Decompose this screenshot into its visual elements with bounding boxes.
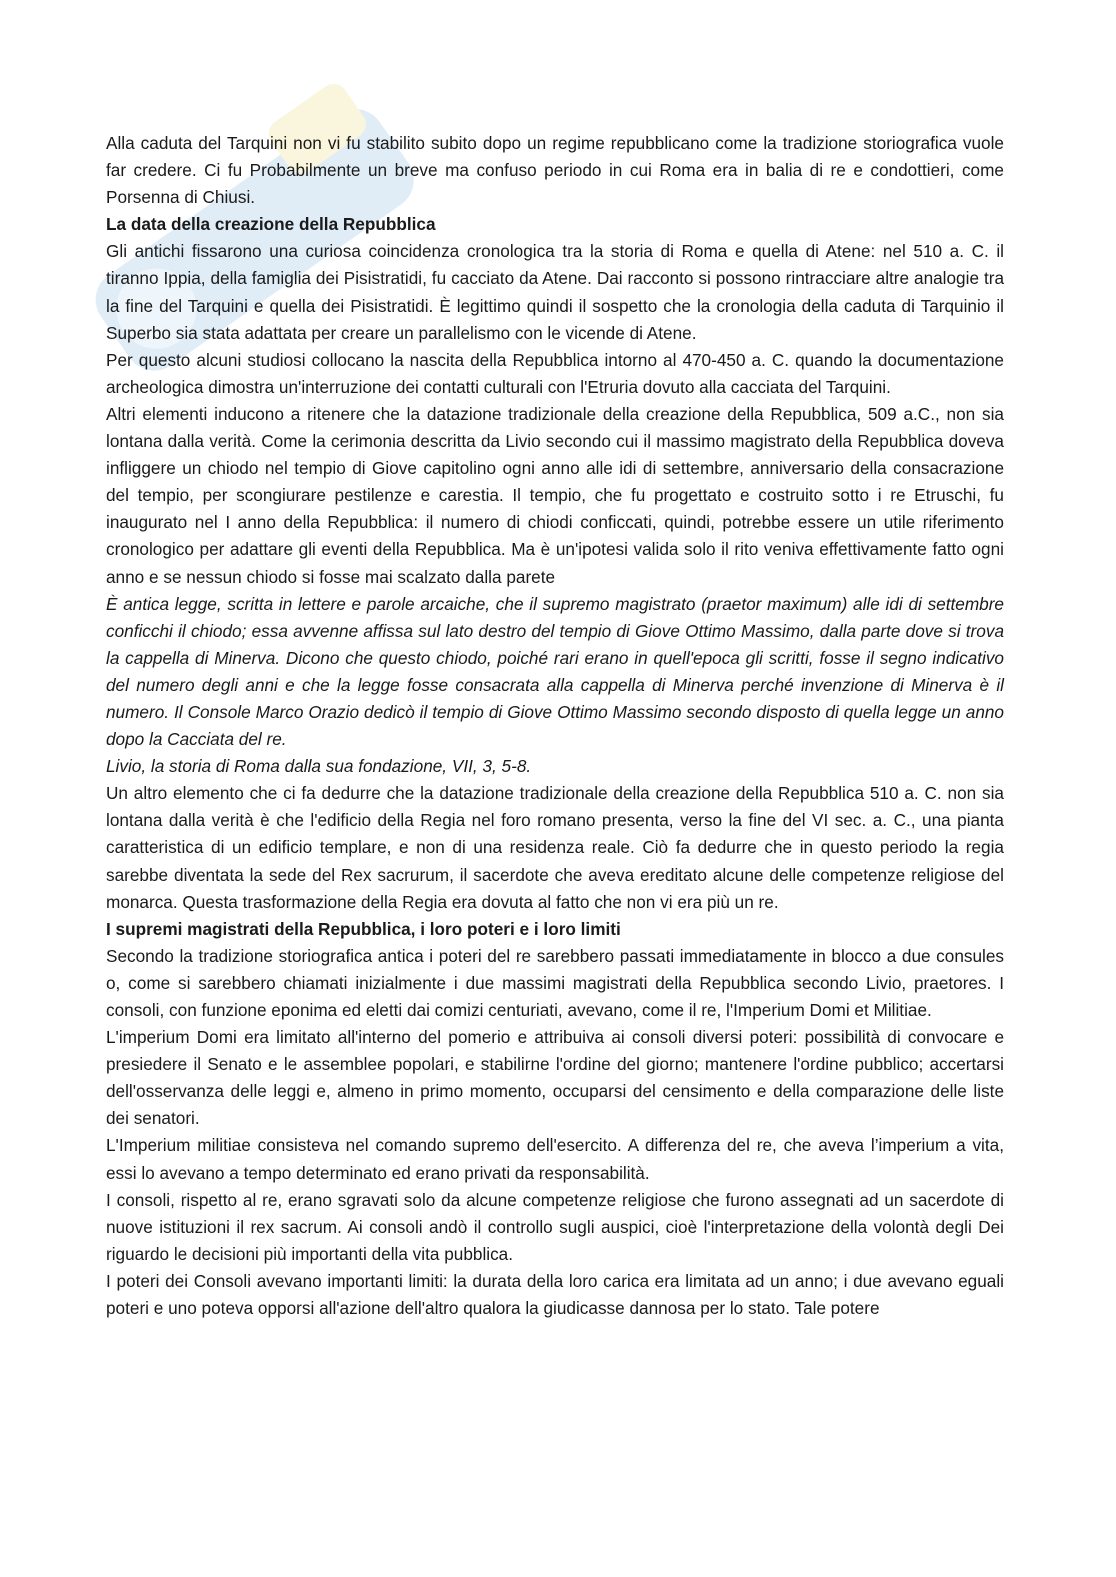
paragraph-7: L'imperium Domi era limitato all'interno del pomerio e attribuiva ai consoli diversi poteri: possibilità di convocare e presiedere il Senato e le assemblee popolari, e stabilirne l'ordine del giorno; mantenere l'ordine pubblico; accertarsi dell'osservanza delle leggi e, almeno in primo momento, occuparsi del censimento e della comparazione delle liste dei senatori. — [106, 1027, 1004, 1129]
section-heading-repubblica-date: La data della creazione della Repubblica — [106, 214, 436, 235]
livio-quote: È antica legge, scritta in lettere e parole arcaiche, che il supremo magistrato (praetor maximum) alle idi di settembre conficchi il chiodo; essa avvenne affissa sul lato destro del tempio di Giove Ottimo Massimo, dalla parte dove si trova la cappella di Minerva. Dicono che questo chiodo, poiché rari erano in quell'epoca gli scritti, fosse il segno indicativo del numero degli anni e che la legge fosse consacrata alla cappella di Minerva perché invenzione di Minerva è il numero. Il Console Marco Orazio dedicò il tempio di Giove Ottimo Massimo secondo disposto di quella legge un anno dopo la Cacciata del re. — [106, 593, 1004, 750]
paragraph-9: I consoli, rispetto al re, erano sgravati solo da alcune competenze religiose che furono assegnati ad un sacerdote di nuove istituzioni il rex sacrum. Ai consoli andò il controllo sugli auspici, cioè l'interpretazione della volontà degli Dei riguardo le decisioni più importanti della vita pubblica. — [106, 1189, 1004, 1264]
paragraph-2: Gli antichi fissarono una curiosa coincidenza cronologica tra la storia di Roma e quella di Atene: nel 510 a. C. il tiranno Ippia, della famiglia dei Pisistratidi, fu cacciato da Atene. Dai racconto si possono rintracciare altre analogie tra la fine del Tarquini e quella dei Pisistratidi. È legittimo quindi il sospetto che la cronologia della caduta di Tarquinio il Superbo sia stata adattata per creare un parallelismo con le vicende di Atene. — [106, 241, 1004, 343]
quote-citation: Livio, la storia di Roma dalla sua fondazione, VII, 3, 5-8. — [106, 756, 532, 777]
section-heading-magistrati: I supremi magistrati della Repubblica, i loro poteri e i loro limiti — [106, 918, 621, 939]
paragraph-10: I poteri dei Consoli avevano importanti limiti: la durata della loro carica era limitata ad un anno; i due avevano eguali poteri e uno poteva opporsi all'azione dell'altro qualora la giudicasse dannosa per lo stato. Tale potere — [106, 1270, 1004, 1319]
paragraph-1: Alla caduta del Tarquini non vi fu stabilito subito dopo un regime repubblicano come la tradizione storiografica vuole far credere. Ci fu Probabilmente un breve ma confuso periodo in cui Roma era in balia di re e condottieri, come Porsenna di Chiusi. — [106, 133, 1004, 208]
document-page — [106, 130, 1004, 1322]
paragraph-8: L'Imperium militiae consisteva nel comando supremo dell'esercito. A differenza del re, che aveva l’imperium a vita, essi lo avevano a tempo determinato ed erano privati da responsabilità. — [106, 1135, 1004, 1183]
paragraph-3: Per questo alcuni studiosi collocano la nascita della Repubblica intorno al 470-450 a. C. quando la documentazione archeologica dimostra un'interruzione dei contatti culturali con l'Etruria dovuto alla cacciata del Tarquini. — [106, 349, 1004, 397]
paragraph-4: Altri elementi inducono a ritenere che la datazione tradizionale della creazione della Repubblica, 509 a.C., non sia lontana dalla verità. Come la cerimonia descritta da Livio secondo cui il massimo magistrato della Repubblica doveva infliggere un chiodo nel tempio di Giove capitolino ogni anno alle idi di settembre, anniversario della consacrazione del tempio, per scongiurare pestilenze e carestia. Il tempio, che fu progettato e costruito sotto i re Etruschi, fu inaugurato nel I anno della Repubblica: il numero di chiodi conficcati, quindi, potrebbe essere un utile riferimento cronologico per adattare gli eventi della Repubblica. Ma è un'ipotesi valida solo il rito veniva effettivamente fatto ogni anno e se nessun chiodo si fosse mai scalzato dalla parete — [106, 403, 1004, 587]
paragraph-5: Un altro elemento che ci fa dedurre che la datazione tradizionale della creazione della Repubblica 510 a. C. non sia lontana dalla verità è che l'edificio della Regia nel foro romano presenta, verso la fine del VI sec. a. C., una pianta caratteristica di un edificio templare, e non di una residenza reale. Ciò fa dedurre che in questo periodo la regia sarebbe diventata la sede del Rex sacrurum, il sacerdote che aveva ereditato alcune delle competenze religiose del monarca. Questa trasformazione della Regia era dovuta al fatto che non vi era più un re. — [106, 783, 1004, 912]
paragraph-6: Secondo la tradizione storiografica antica i poteri del re sarebbero passati immediatamente in blocco a due consules o, come si sarebbero chiamati inizialmente i due massimi magistrati della Repubblica secondo Livio, praetores. I consoli, con funzione eponima ed eletti dai comizi centuriati, avevano, come il re, l'Imperium Domi et Militiae. — [106, 945, 1004, 1020]
